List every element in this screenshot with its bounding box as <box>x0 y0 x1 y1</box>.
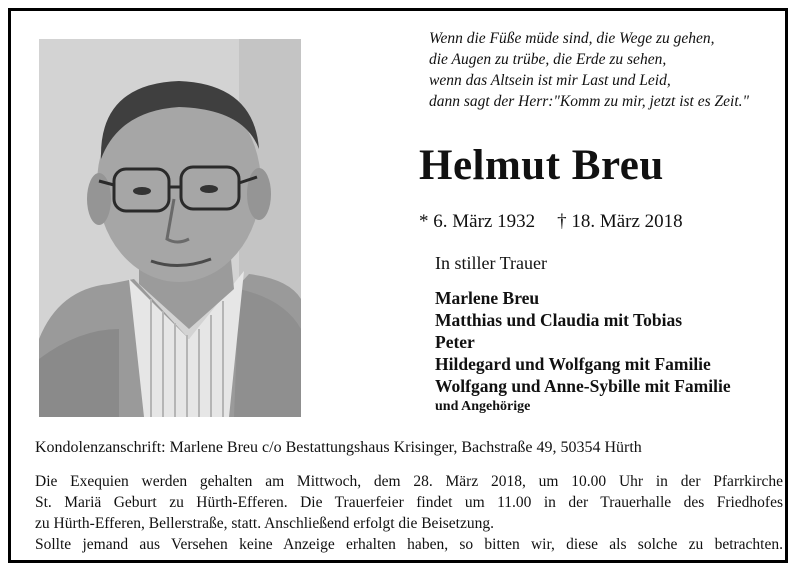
life-dates <box>419 211 683 233</box>
mourner: Peter <box>435 332 475 352</box>
mourners-footer: und Angehörige <box>435 399 531 414</box>
funeral-details-line: St. Mariä Geburt zu Hürth-Efferen. Die Trauerfeier findet um 11.00 in der Trauerhalle des Friedhofes <box>35 494 783 511</box>
mourner: Matthias und Claudia mit Tobias <box>435 310 683 330</box>
funeral-details-line: Die Exequien werden gehalten am Mittwoch, dem 28. März 2018, um 10.00 Uhr in der Pfarrkirche <box>35 473 783 490</box>
mourners-list <box>435 287 731 417</box>
poem-line: dann sagt der Herr:"Komm zu mir, jetzt ist es Zeit." <box>429 93 750 110</box>
funeral-details-line: zu Hürth-Efferen, Bellerstraße, statt. Anschließend erfolgt die Beisetzung. <box>35 515 494 532</box>
birth-date: * 6. März 1932 <box>419 211 536 232</box>
portrait-photo <box>39 39 301 417</box>
mourner: Marlene Breu <box>435 288 540 308</box>
poem-line: Wenn die Füße müde sind, die Wege zu gehen, <box>429 30 715 47</box>
obituary-notice <box>8 8 788 563</box>
condolence-address: Kondolenzanschrift: Marlene Breu c/o Bestattungshaus Krisinger, Bachstraße 49, 50354 Hürth <box>35 439 642 456</box>
deceased-name: Helmut Breu <box>419 142 664 189</box>
poem <box>429 28 785 112</box>
funeral-details <box>35 471 783 555</box>
mourner: Hildegard und Wolfgang mit Familie <box>435 354 711 374</box>
poem-line: wenn das Altsein ist mir Last und Leid, <box>429 72 671 89</box>
funeral-details-line: Sollte jemand aus Versehen keine Anzeige erhalten haben, so bitten wir, diese als solche zu betrachten. <box>35 536 783 553</box>
mourning-heading: In stiller Trauer <box>435 253 547 273</box>
poem-line: die Augen zu trübe, die Erde zu sehen, <box>429 51 667 68</box>
mourner: Wolfgang und Anne-Sybille mit Familie <box>435 376 731 396</box>
death-date: † 18. März 2018 <box>557 211 683 232</box>
